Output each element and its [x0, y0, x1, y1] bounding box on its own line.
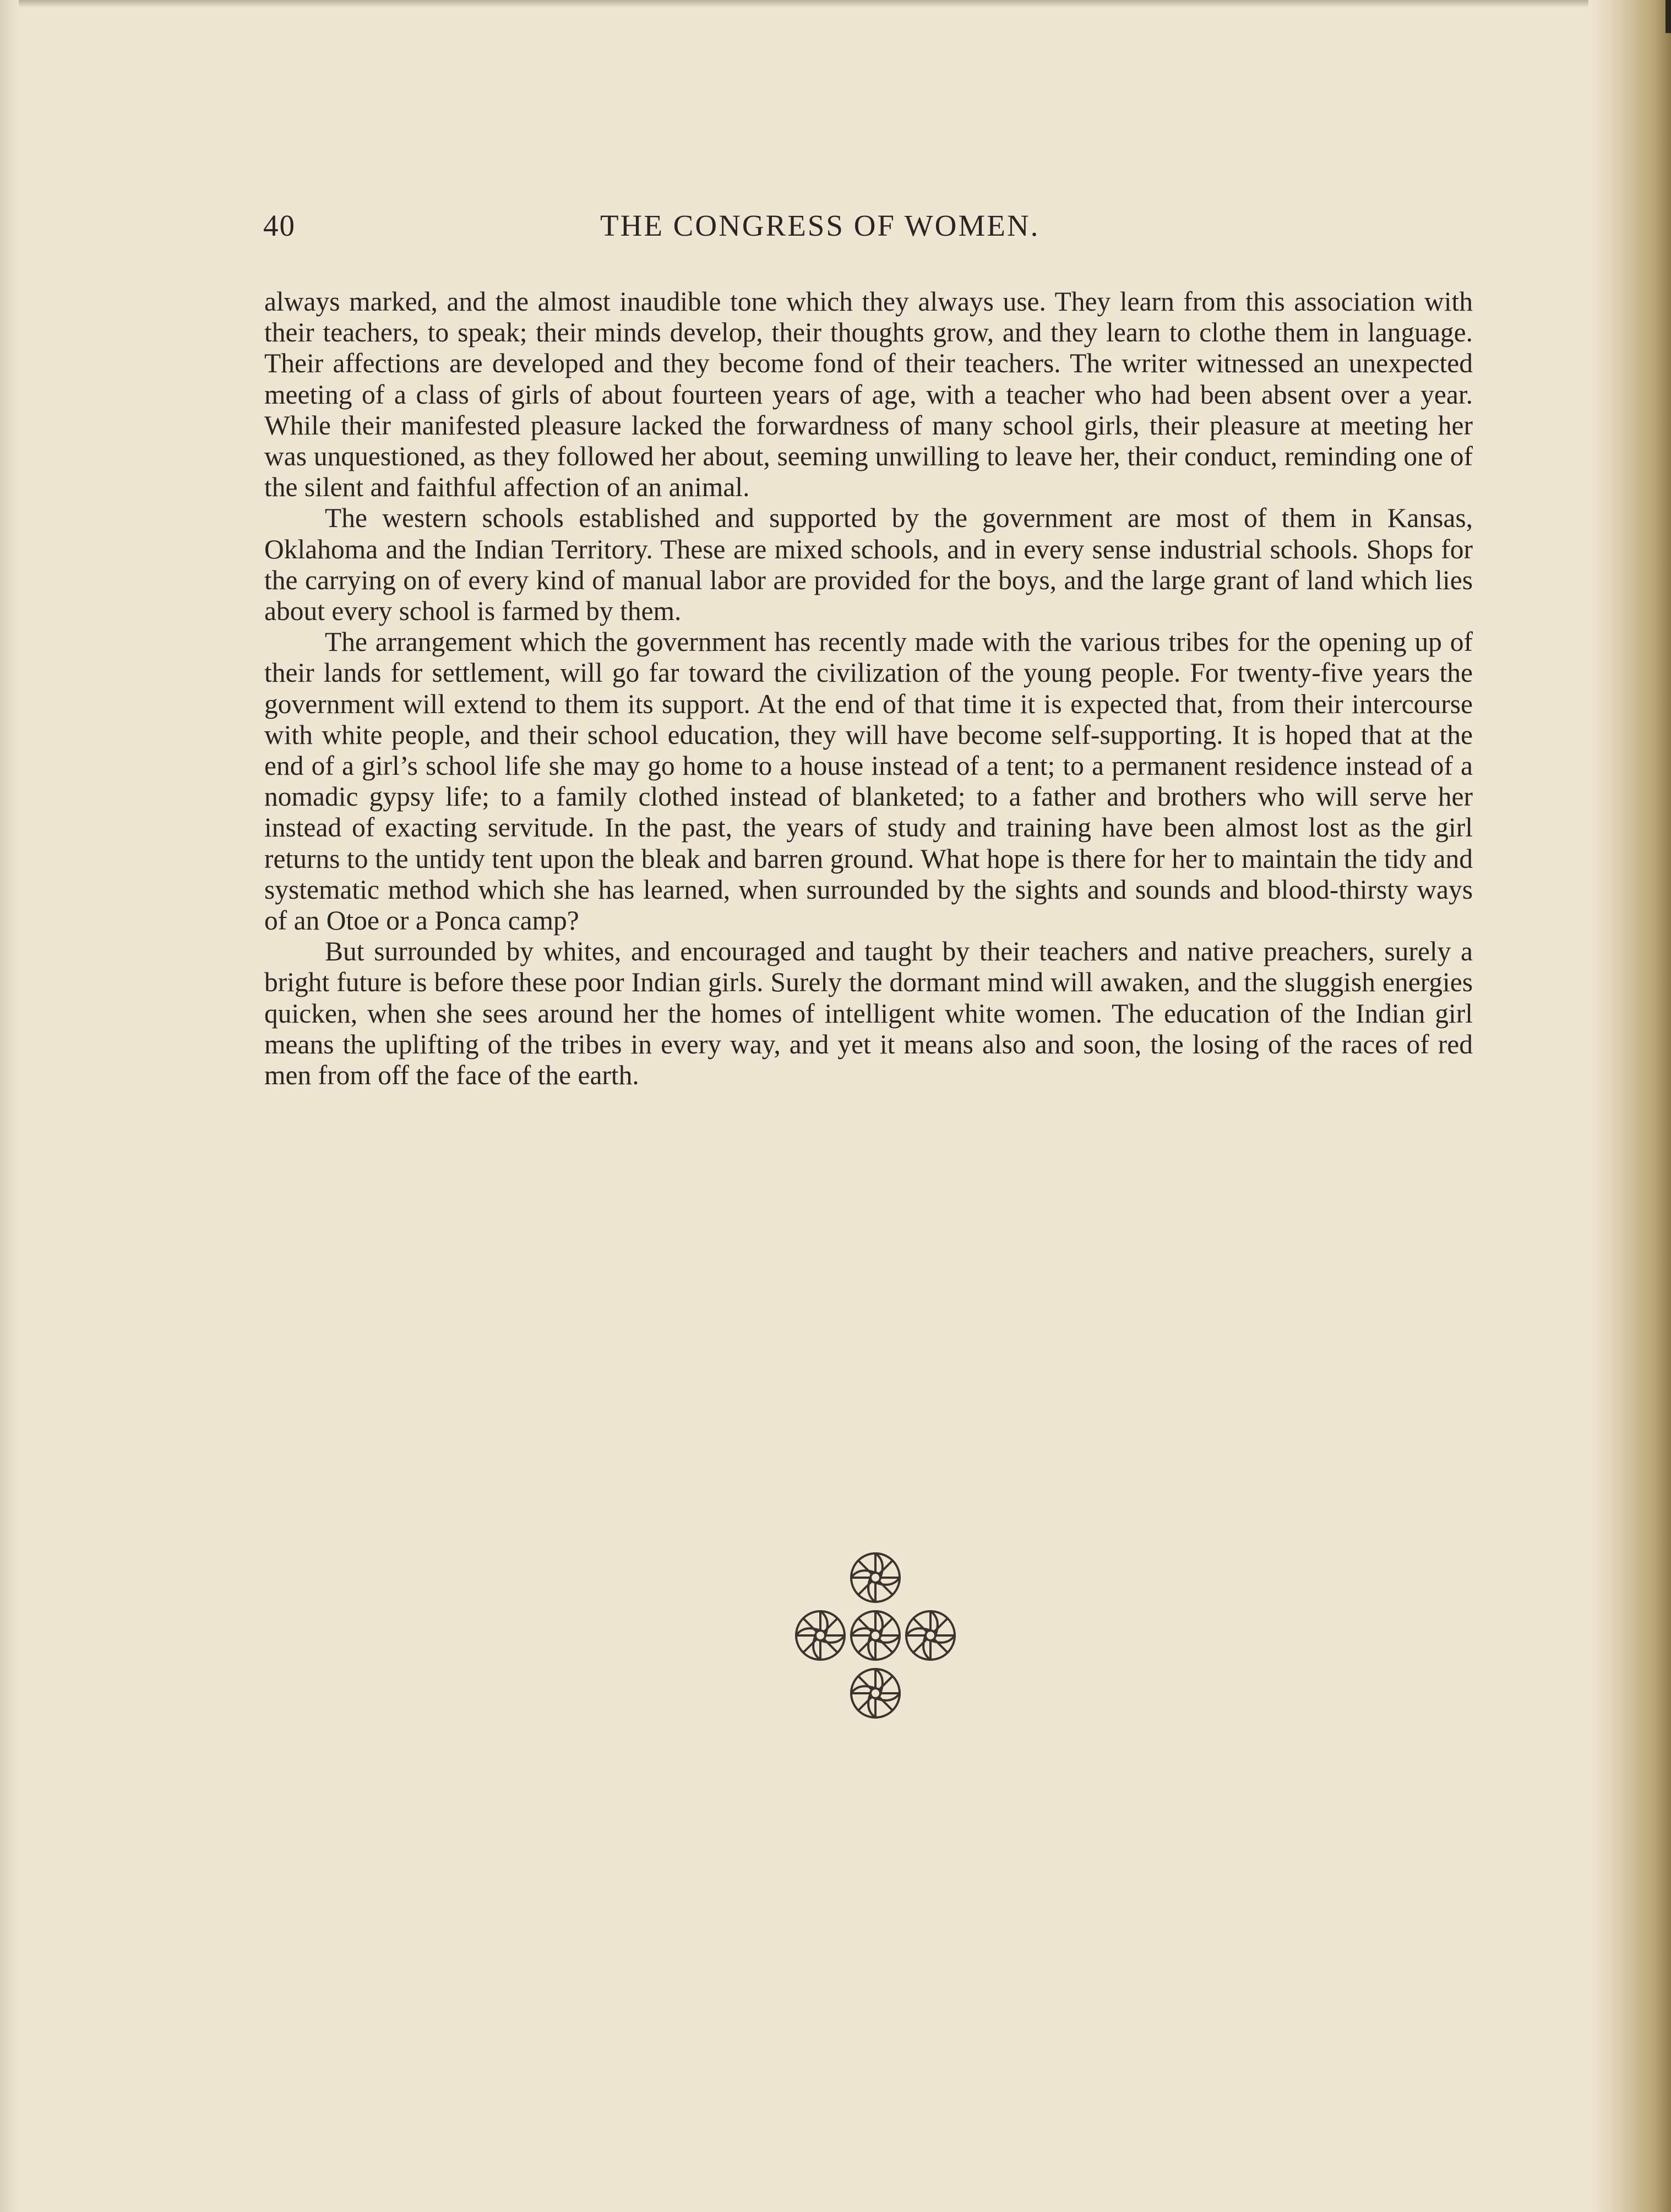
rosette-icon [903, 1608, 958, 1663]
rosette-icon [793, 1608, 848, 1663]
paragraph-continued: always marked, and the almost inaudible tone which they always use. They learn from this association with their teachers, to speak; their minds develop, their thoughts grow, and they learn to clothe them in language. Their affections are developed and they become fond of their teachers. The writer witnessed an unexpected meeting of a class of girls of about fourteen years of age, with a teacher who had been absent over a year. While their manifested pleasure lacked the forwardness of many school girls, their pleasure at meeting her was unquestioned, as they followed her about, seeming unwilling to leave her, their conduct, reminding one of the silent and faithful affection of an animal. [264, 286, 1473, 503]
rosette-icon [848, 1550, 903, 1605]
body-text [264, 286, 1473, 1091]
paragraph-conclusion: But surrounded by whites, and encouraged and taught by their teachers and native preachers, surely a bright future is before these poor Indian girls. Surely the dormant mind will awaken, and the sluggish energies quicken, when she sees around her the homes of intelligent white women. The education of the Indian girl means the uplifting of the tribes in every way, and yet it means also and soon, the losing of the races of red men from off the face of the earth. [264, 936, 1473, 1091]
paragraph-western-schools: The western schools established and supported by the government are most of them in Kansas, Oklahoma and the Indian Territory. These are mixed schools, and in every sense industrial schools. Shops for the carrying on of every kind of manual labor are provided for the boys, and the large grant of land which lies about every school is farmed by them. [264, 503, 1473, 627]
rosette-icon [848, 1608, 903, 1663]
rosette-icon [848, 1666, 903, 1721]
rosette-cross-ornament-icon [793, 1550, 958, 1726]
page-number: 40 [263, 209, 296, 242]
page-edge-right [1588, 0, 1671, 2212]
page-edge-top [0, 0, 1671, 8]
running-head [263, 208, 1477, 252]
running-title: THE CONGRESS OF WOMEN. [600, 209, 1040, 242]
paragraph-arrangement: The arrangement which the government has recently made with the various tribes for the opening up of their lands for settlement, will go far toward the civilization of the young people. For twenty-five years the government will extend to them its support. At the end of that time it is expected that, from their intercourse with white people, and their school education, they will have become self-supporting. It is hoped that at the end of a girl’s school life she may go home to a house instead of a tent; to a permanent residence instead of a nomadic gypsy life; to a family clothed instead of blanketed; to a father and brothers who will serve her instead of exacting servitude. In the past, the years of study and training have been almost lost as the girl returns to the untidy tent upon the bleak and barren ground. What hope is there for her to maintain the tidy and systematic method which she has learned, when surrounded by the sights and sounds and blood-thirsty ways of an Otoe or a Ponca camp? [264, 627, 1473, 936]
page-edge-left [0, 0, 19, 2212]
